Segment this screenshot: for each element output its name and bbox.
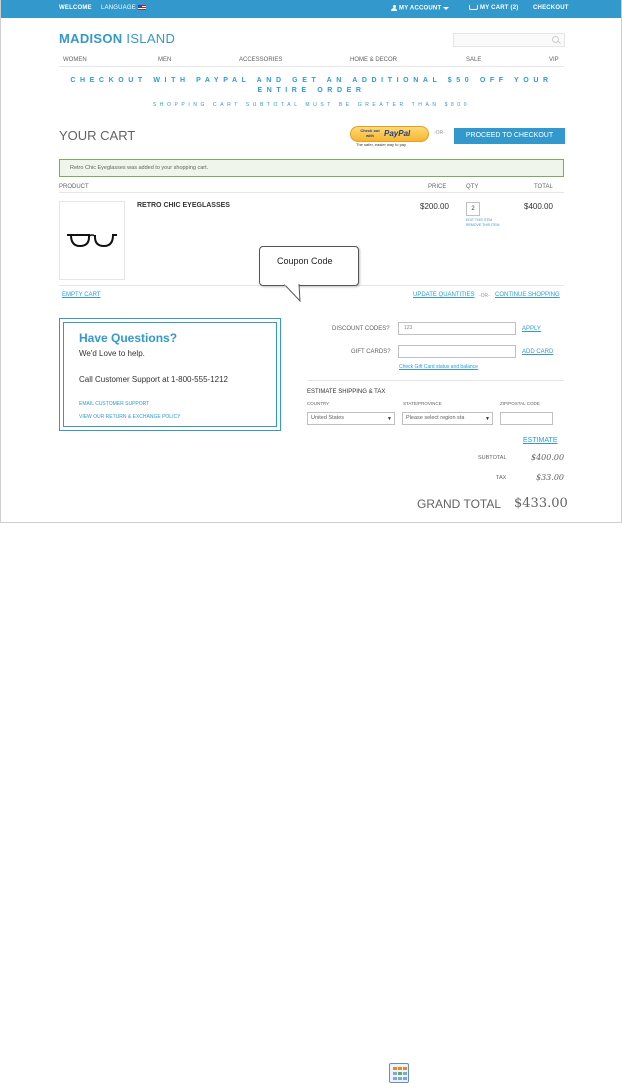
- col-total: TOTAL: [534, 184, 553, 190]
- icon-cell: [403, 1067, 407, 1070]
- col-qty: QTY: [466, 184, 479, 190]
- site-logo[interactable]: [59, 31, 175, 46]
- col-product: PRODUCT: [59, 184, 89, 190]
- estimate-title: ESTIMATE SHIPPING & TAX: [307, 389, 386, 395]
- discount-code-input[interactable]: 123: [398, 322, 516, 335]
- country-label: COUNTRY: [307, 401, 330, 406]
- cart-icon: [469, 5, 478, 10]
- calendar-icon[interactable]: [389, 1063, 409, 1083]
- email-support-link[interactable]: EMAIL CUSTOMER SUPPORT: [79, 401, 150, 407]
- nav-divider: [59, 66, 564, 67]
- return-policy-link[interactable]: VIEW OUR RETURN & EXCHANGE POLICY: [79, 414, 181, 420]
- questions-subtitle: We'd Love to help.: [79, 349, 145, 358]
- coupon-code-callout: Coupon Code: [259, 246, 359, 286]
- logo-rest: ISLAND: [122, 31, 176, 46]
- subtotal-label: SUBTOTAL: [478, 455, 507, 461]
- questions-box-inner: [63, 322, 277, 427]
- eyeglasses-image: [67, 232, 117, 248]
- item-actions: [466, 218, 499, 228]
- page-frame: [0, 0, 622, 523]
- paypal-checkout-text: Check out with: [360, 128, 380, 138]
- apply-button[interactable]: APPLY: [522, 326, 541, 332]
- gift-cards-label: GIFT CARDS?: [351, 349, 391, 355]
- logo-main: MADISON: [59, 31, 123, 46]
- icon-cell: [398, 1077, 402, 1080]
- my-cart-link[interactable]: [469, 5, 518, 11]
- promo-subtext: SHOPPING CART SUBTOTAL MUST BE GREATER THAN $800: [152, 102, 471, 108]
- subtotal-value: $400.00: [531, 453, 565, 462]
- welcome-text: WELCOME: [59, 5, 92, 11]
- state-select[interactable]: [402, 412, 493, 425]
- zip-input[interactable]: [500, 412, 553, 425]
- icon-cell: [403, 1077, 407, 1080]
- success-message: Retro Chic Eyeglasses was added to your shopping cart.: [59, 159, 564, 177]
- tax-value: $33.00: [536, 473, 564, 482]
- nav-accessories[interactable]: ACCESSORIES: [239, 57, 283, 63]
- icon-cell: [393, 1077, 397, 1080]
- language-selector[interactable]: [101, 5, 146, 11]
- quantity-input[interactable]: 2: [466, 202, 480, 216]
- estimate-button[interactable]: ESTIMATE: [523, 437, 558, 444]
- page-title: YOUR CART: [59, 128, 136, 143]
- support-phone-text: Call Customer Support at 1-800-555-1212: [79, 375, 228, 384]
- icon-cell: [393, 1072, 397, 1075]
- select-arrow-icon: ▼: [485, 416, 490, 422]
- gift-card-input[interactable]: [398, 345, 516, 358]
- empty-cart-link[interactable]: EMPTY CART: [62, 292, 101, 298]
- header-divider: [59, 192, 564, 193]
- my-cart-label: MY CART (2): [480, 5, 519, 12]
- add-card-button[interactable]: ADD CARD: [522, 349, 554, 355]
- promo-banner: CHECKOUT WITH PAYPAL AND GET AN ADDITIONAL $50 OFF YOUR ENTIRE ORDER: [70, 77, 553, 94]
- zip-label: ZIP/POSTAL CODE: [500, 401, 540, 406]
- nav-sale[interactable]: SALE: [466, 57, 482, 63]
- my-account-menu[interactable]: [391, 5, 449, 12]
- state-label: STATE/PROVINCE: [403, 401, 442, 406]
- us-flag-icon: [138, 5, 146, 10]
- paypal-checkout-button[interactable]: [350, 126, 429, 142]
- col-price: PRICE: [428, 184, 447, 190]
- discount-codes-label: DISCOUNT CODES?: [332, 326, 390, 332]
- questions-box: [59, 318, 281, 431]
- or-separator-2: -OR-: [479, 293, 490, 299]
- estimate-divider: [307, 380, 564, 381]
- icon-cell: [398, 1067, 402, 1070]
- user-icon: [391, 5, 397, 11]
- nav-men[interactable]: MEN: [158, 57, 172, 63]
- state-value: Please select region sta: [406, 415, 465, 421]
- chevron-down-icon: [443, 7, 449, 10]
- callout-pointer: [284, 284, 302, 302]
- grand-total-value: $433.00: [514, 496, 568, 511]
- paypal-tagline: The safer, easier way to pay: [356, 142, 407, 147]
- paypal-logo: PayPal: [384, 129, 411, 138]
- checkout-link[interactable]: CHECKOUT: [533, 5, 569, 11]
- search-input[interactable]: [453, 33, 565, 47]
- icon-cell: [403, 1072, 407, 1075]
- product-name[interactable]: RETRO CHIC EYEGLASSES: [137, 202, 230, 209]
- update-quantities-link[interactable]: UPDATE QUANTITIES: [413, 292, 475, 298]
- icon-cell: [398, 1072, 402, 1075]
- continue-shopping-link[interactable]: CONTINUE SHOPPING: [495, 292, 560, 298]
- nav-vip[interactable]: VIP: [549, 57, 559, 63]
- my-account-label: MY ACCOUNT: [399, 5, 442, 12]
- language-label: LANGUAGE: [101, 5, 136, 12]
- or-separator: -OR-: [434, 130, 445, 136]
- edit-item-link[interactable]: EDIT THIS ITEM: [466, 218, 493, 222]
- remove-item-link[interactable]: REMOVE THIS ITEM: [466, 223, 500, 227]
- search-icon[interactable]: [552, 36, 559, 43]
- check-gift-card-link[interactable]: Check Gift Card status and balance: [399, 364, 478, 370]
- top-bar: [1, 0, 621, 18]
- product-image[interactable]: [59, 201, 125, 280]
- country-value: United States: [311, 415, 345, 421]
- nav-home-decor[interactable]: HOME & DECOR: [350, 57, 398, 63]
- nav-women[interactable]: WOMEN: [63, 57, 87, 63]
- questions-title: Have Questions?: [79, 331, 178, 345]
- product-total: $400.00: [524, 202, 553, 211]
- grand-total-label: GRAND TOTAL: [417, 497, 502, 511]
- country-select[interactable]: [307, 412, 395, 425]
- product-price: $200.00: [420, 202, 449, 211]
- select-arrow-icon: ▼: [387, 416, 392, 422]
- tax-label: TAX: [496, 475, 507, 481]
- icon-cell: [393, 1067, 397, 1070]
- proceed-to-checkout-button[interactable]: PROCEED TO CHECKOUT: [454, 128, 565, 144]
